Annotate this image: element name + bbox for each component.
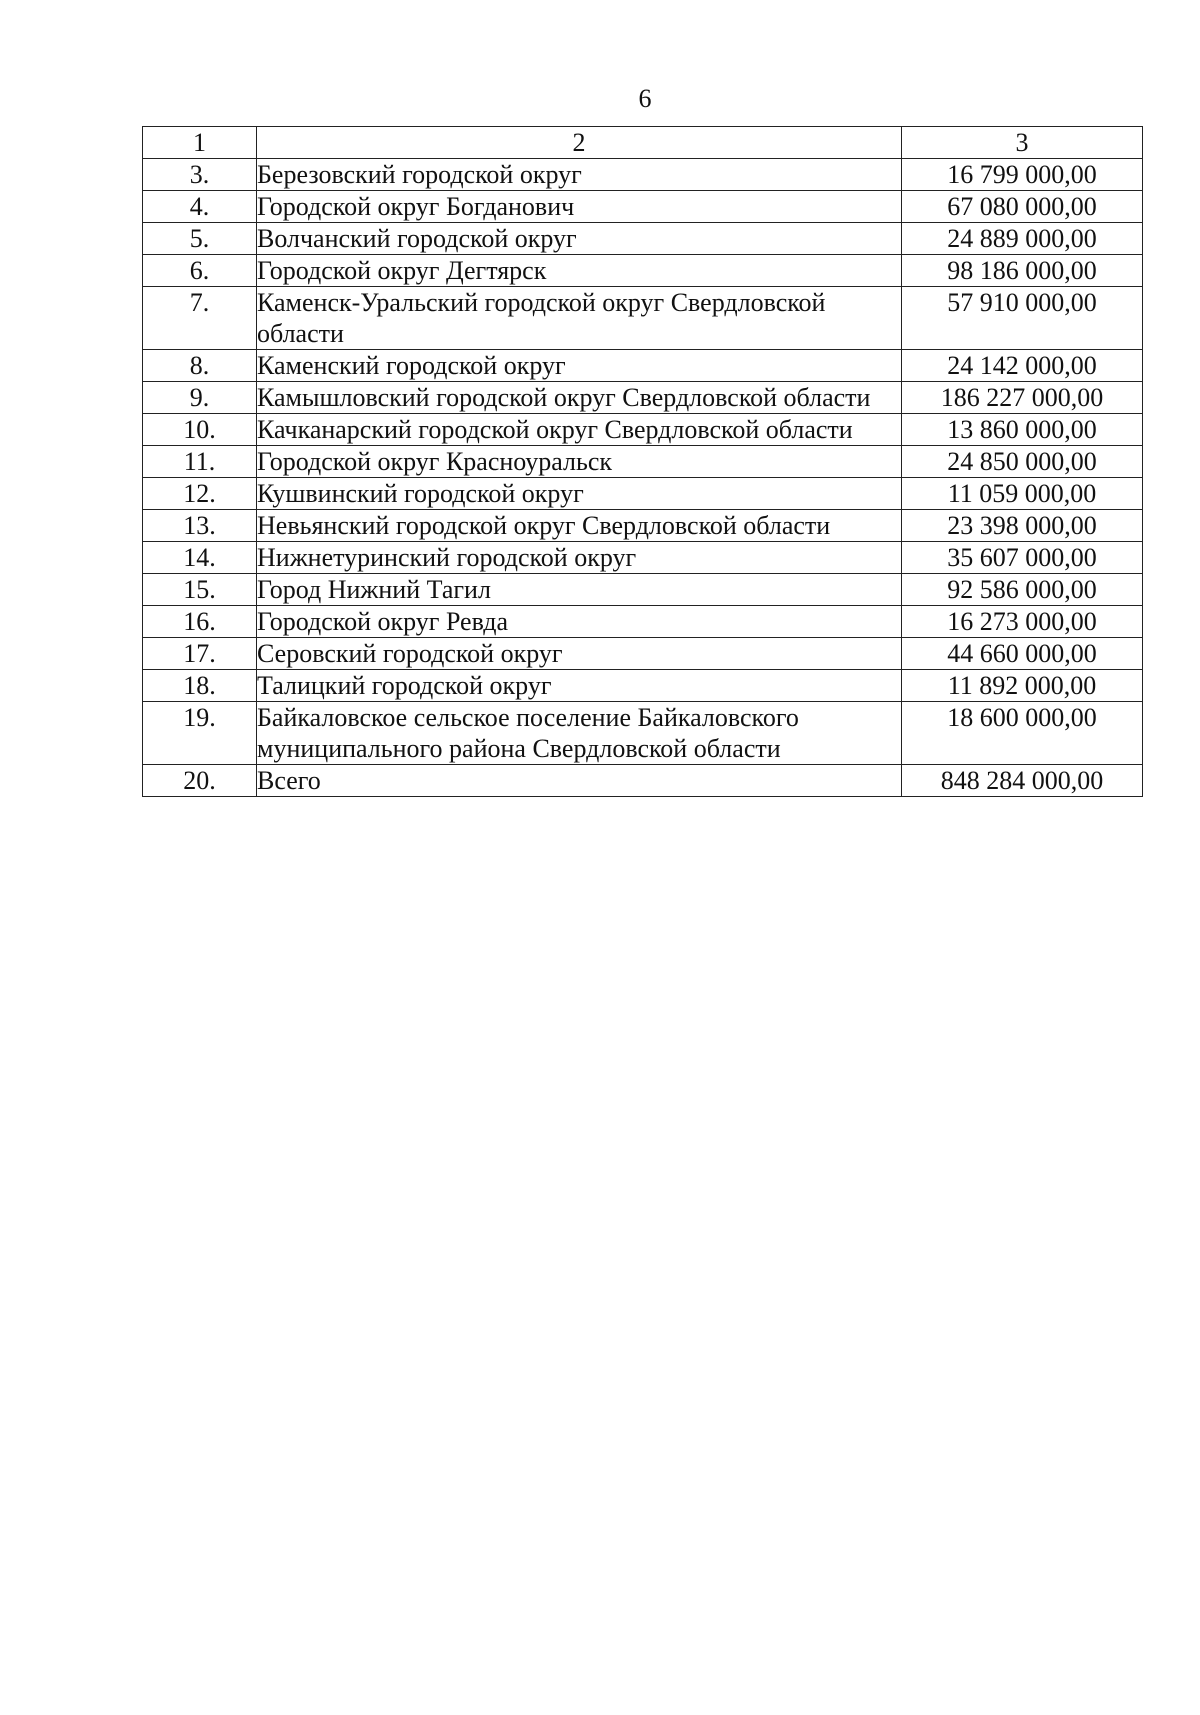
row-number-cell: 16. [143,606,257,638]
table-row [143,414,1143,446]
row-number-cell: 5. [143,223,257,255]
row-name-cell: Волчанский городской округ [257,223,902,255]
row-amount-cell: 57 910 000,00 [902,287,1143,350]
row-amount-cell: 44 660 000,00 [902,638,1143,670]
row-number-cell: 18. [143,670,257,702]
row-amount-cell: 24 850 000,00 [902,446,1143,478]
table-row [143,159,1143,191]
row-number-cell: 19. [143,702,257,765]
row-number-cell: 9. [143,382,257,414]
table-row [143,287,1143,350]
row-number-cell: 13. [143,510,257,542]
row-amount-cell: 18 600 000,00 [902,702,1143,765]
allocation-table [142,126,1143,797]
header-cell-name: 2 [257,127,902,159]
row-amount-cell: 848 284 000,00 [902,765,1143,797]
row-name-cell: Город Нижний Тагил [257,574,902,606]
row-amount-cell: 67 080 000,00 [902,191,1143,223]
row-amount-cell: 16 799 000,00 [902,159,1143,191]
row-name-cell: Байкаловское сельское поселение Байкаловского муниципального района Свердловской области [257,702,902,765]
table-row [143,638,1143,670]
row-number-cell: 7. [143,287,257,350]
row-name-cell: Каменский городской округ [257,350,902,382]
table-row [143,670,1143,702]
row-name-cell: Городской округ Ревда [257,606,902,638]
row-amount-cell: 186 227 000,00 [902,382,1143,414]
row-name-cell: Качканарский городской округ Свердловской области [257,414,902,446]
row-name-cell: Нижнетуринский городской округ [257,542,902,574]
row-number-cell: 6. [143,255,257,287]
row-name-cell: Городской округ Богданович [257,191,902,223]
row-number-cell: 8. [143,350,257,382]
table-header-row [143,127,1143,159]
row-amount-cell: 35 607 000,00 [902,542,1143,574]
row-number-cell: 12. [143,478,257,510]
table-body [143,127,1143,797]
table-row [143,478,1143,510]
table-row [143,542,1143,574]
table-row [143,510,1143,542]
row-amount-cell: 11 892 000,00 [902,670,1143,702]
row-amount-cell: 13 860 000,00 [902,414,1143,446]
row-number-cell: 20. [143,765,257,797]
row-name-cell: Кушвинский городской округ [257,478,902,510]
row-name-cell: Талицкий городской округ [257,670,902,702]
table-row [143,350,1143,382]
row-number-cell: 15. [143,574,257,606]
table-row [143,702,1143,765]
table-row [143,191,1143,223]
row-name-cell: Невьянский городской округ Свердловской области [257,510,902,542]
row-number-cell: 3. [143,159,257,191]
row-name-cell: Серовский городской округ [257,638,902,670]
row-amount-cell: 16 273 000,00 [902,606,1143,638]
table-row [143,574,1143,606]
table-row [143,765,1143,797]
row-number-cell: 17. [143,638,257,670]
row-name-cell: Всего [257,765,902,797]
table-row [143,382,1143,414]
row-number-cell: 11. [143,446,257,478]
table-row [143,446,1143,478]
table-row [143,223,1143,255]
row-name-cell: Камышловский городской округ Свердловской области [257,382,902,414]
row-name-cell: Городской округ Дегтярск [257,255,902,287]
row-number-cell: 10. [143,414,257,446]
row-name-cell: Каменск-Уральский городской округ Свердловской области [257,287,902,350]
row-amount-cell: 98 186 000,00 [902,255,1143,287]
table-row [143,606,1143,638]
row-amount-cell: 92 586 000,00 [902,574,1143,606]
row-number-cell: 4. [143,191,257,223]
row-name-cell: Городской округ Красноуральск [257,446,902,478]
row-amount-cell: 23 398 000,00 [902,510,1143,542]
header-cell-amount: 3 [902,127,1143,159]
row-amount-cell: 24 889 000,00 [902,223,1143,255]
row-amount-cell: 11 059 000,00 [902,478,1143,510]
page-number: 6 [638,84,652,113]
header-cell-number: 1 [143,127,257,159]
row-amount-cell: 24 142 000,00 [902,350,1143,382]
row-number-cell: 14. [143,542,257,574]
table-row [143,255,1143,287]
row-name-cell: Березовский городской округ [257,159,902,191]
